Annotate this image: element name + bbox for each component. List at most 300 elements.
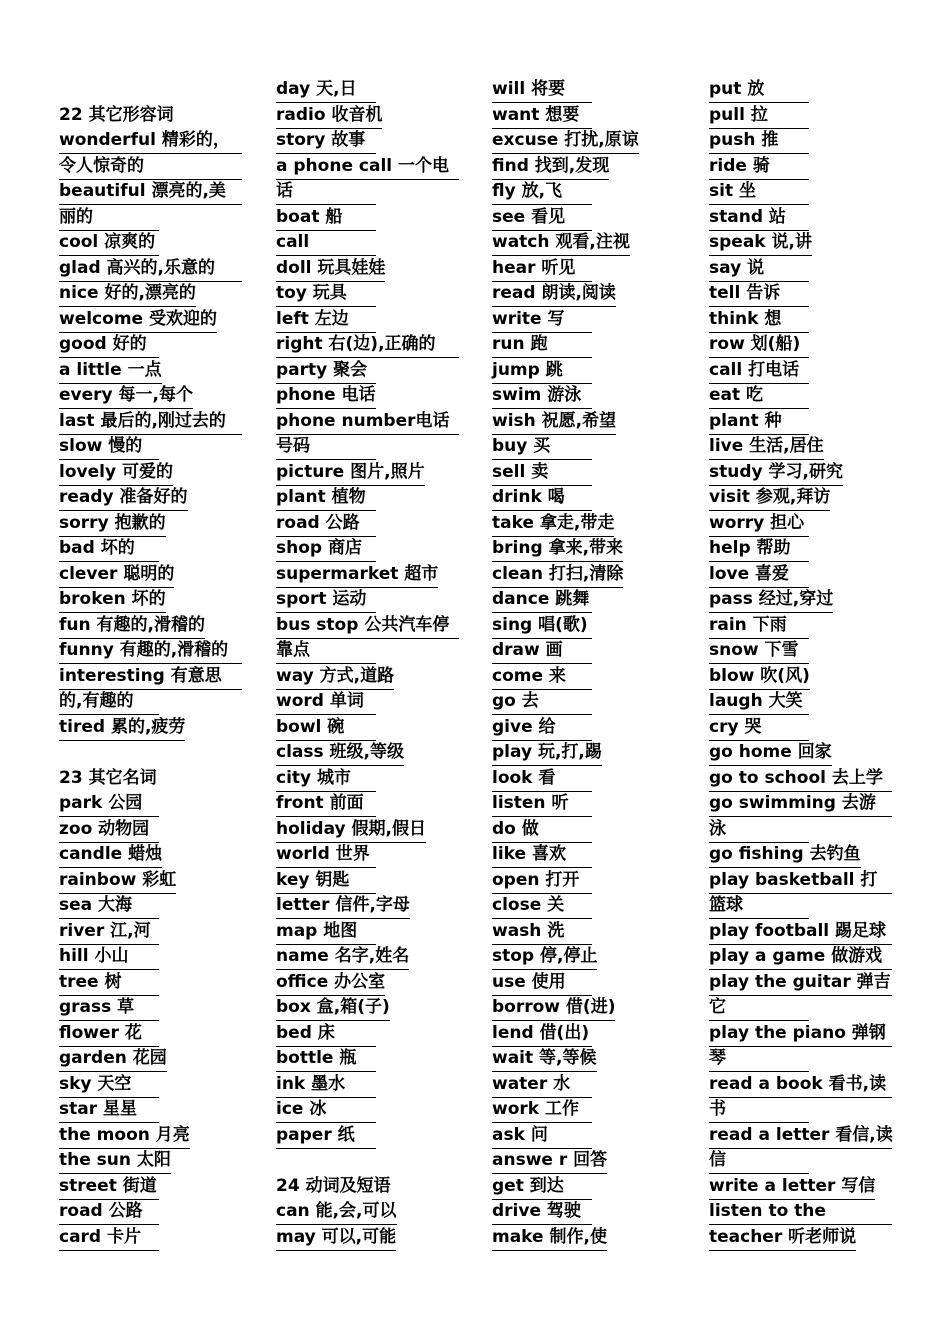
vocab-entry-text: cool 凉爽的 — [59, 230, 159, 256]
vocab-entry-text: candle 蜡烛 — [59, 842, 162, 868]
vocab-entry-text: buy 买 — [492, 434, 592, 460]
vocab-entry — [59, 332, 249, 358]
vocab-entry — [709, 358, 899, 384]
vocab-entry-text: 令人惊奇的 — [59, 154, 242, 180]
vocab-entry-text: office 办公室 — [276, 970, 385, 996]
vocab-entry — [709, 817, 899, 843]
vocab-entry-text: play a game 做游戏 — [709, 944, 892, 970]
vocab-entry — [276, 817, 466, 843]
vocab-entry-text: funny 有趣的,滑稽的 — [59, 638, 242, 664]
vocab-entry — [709, 1123, 899, 1149]
vocab-entry-text: make 制作,使 — [492, 1225, 607, 1251]
vocab-entry — [276, 332, 466, 358]
vocab-entry — [276, 1097, 466, 1123]
vocab-entry — [492, 154, 682, 180]
vocab-entry-text: road 公路 — [276, 511, 376, 537]
vocab-entry-text: snow 下雪 — [709, 638, 809, 664]
vocab-entry-text: street 街道 — [59, 1174, 159, 1200]
vocab-entry — [709, 970, 899, 996]
vocab-entry — [492, 1097, 682, 1123]
vocab-entry-text: call — [276, 230, 376, 256]
vocab-column-4 — [709, 77, 899, 1250]
vocab-entry — [492, 485, 682, 511]
vocab-entry-text: sell 卖 — [492, 460, 592, 486]
vocab-entry — [59, 893, 249, 919]
vocab-entry-text: do 做 — [492, 817, 592, 843]
vocab-entry-text: lovely 可爱的 — [59, 460, 173, 486]
vocab-entry-text: river 江,河 — [59, 919, 159, 945]
vocab-entry — [276, 893, 466, 919]
vocab-entry-text: grass 草 — [59, 995, 159, 1021]
vocab-entry-text: play football 踢足球 — [709, 919, 892, 945]
vocab-entry-text: tired 累的,疲劳 — [59, 715, 185, 741]
vocab-entry-text: a phone call 一个电 — [276, 154, 459, 180]
vocab-entry-text: phone number电话 — [276, 409, 459, 435]
vocab-entry-text: paper 纸 — [276, 1123, 376, 1149]
vocab-entry-text: hill 小山 — [59, 944, 159, 970]
vocab-entry — [492, 587, 682, 613]
vocab-entry-text: draw 画 — [492, 638, 592, 664]
vocab-entry-text: toy 玩具 — [276, 281, 376, 307]
vocab-entry-text: teacher 听老师说 — [709, 1225, 856, 1251]
vocab-entry-text: city 城市 — [276, 766, 376, 792]
vocab-entry — [709, 307, 899, 333]
vocab-entry — [709, 664, 899, 690]
vocab-entry — [59, 1021, 249, 1047]
vocab-entry — [709, 1046, 899, 1072]
vocab-entry-text: doll 玩具娃娃 — [276, 256, 385, 282]
vocab-entry — [492, 893, 682, 919]
vocab-entry — [709, 383, 899, 409]
vocab-entry — [492, 1148, 682, 1174]
vocab-entry — [59, 944, 249, 970]
vocab-entry-text: ink 墨水 — [276, 1072, 376, 1098]
vocab-entry-text: go fishing 去钓鱼 — [709, 842, 861, 868]
vocab-entry-text: watch 观看,注视 — [492, 230, 630, 256]
vocab-entry-text: beautiful 漂亮的,美 — [59, 179, 242, 205]
vocab-entry — [492, 307, 682, 333]
vocab-entry-text: wish 祝愿,希望 — [492, 409, 616, 435]
vocab-entry-text: left 左边 — [276, 307, 376, 333]
vocab-entry — [492, 638, 682, 664]
vocab-entry-text: bottle 瓶 — [276, 1046, 376, 1072]
vocab-entry — [709, 791, 899, 817]
vocab-entry-text: close 关 — [492, 893, 592, 919]
vocab-entry-text: read a letter 看信,读 — [709, 1123, 892, 1149]
vocab-entry-text: put 放 — [709, 77, 809, 103]
vocab-entry — [492, 358, 682, 384]
vocab-entry — [59, 638, 249, 664]
vocab-entry — [276, 664, 466, 690]
vocab-entry — [492, 434, 682, 460]
vocab-entry-text: visit 参观,拜访 — [709, 485, 830, 511]
vocab-entry — [276, 511, 466, 537]
vocab-entry-text: take 拿走,带走 — [492, 511, 614, 537]
vocab-entry-text: ride 骑 — [709, 154, 809, 180]
vocab-entry-text: 信 — [709, 1148, 809, 1174]
vocab-entry-text: star 星星 — [59, 1097, 159, 1123]
vocab-entry-text: key 钥匙 — [276, 868, 376, 894]
vocab-entry — [59, 587, 249, 613]
vocab-entry-text: use 使用 — [492, 970, 592, 996]
vocab-entry-text: borrow 借(进) — [492, 995, 615, 1021]
vocab-entry — [59, 128, 249, 154]
vocab-entry-text: drive 驾驶 — [492, 1199, 592, 1225]
vocab-entry — [492, 1021, 682, 1047]
vocab-entry — [59, 230, 249, 256]
vocab-entry-text: 号码 — [276, 434, 376, 460]
vocab-entry — [59, 970, 249, 996]
vocab-entry-text: go swimming 去游 — [709, 791, 892, 817]
vocab-entry — [492, 715, 682, 741]
vocab-entry-text: excuse 打扰,原谅 — [492, 128, 639, 154]
vocab-entry-text: rain 下雨 — [709, 613, 809, 639]
vocab-entry — [492, 944, 682, 970]
vocab-entry — [59, 1097, 249, 1123]
vocab-entry-text: lend 借(出) — [492, 1021, 592, 1047]
vocab-entry — [59, 562, 249, 588]
vocab-entry-text: radio 收音机 — [276, 103, 382, 129]
vocab-entry-text: get 到达 — [492, 1174, 592, 1200]
vocab-entry-text: can 能,会,可以 — [276, 1199, 397, 1225]
vocab-entry-text: flower 花 — [59, 1021, 159, 1047]
vocab-entry — [709, 485, 899, 511]
vocab-entry-text: welcome 受欢迎的 — [59, 307, 217, 333]
vocab-entry-text: speak 说,讲 — [709, 230, 812, 256]
vocab-entry-text: map 地图 — [276, 919, 376, 945]
vocab-entry — [276, 434, 466, 460]
vocab-entry-text: the sun 太阳 — [59, 1148, 171, 1174]
vocab-entry — [276, 77, 466, 103]
vocab-entry-text: push 推 — [709, 128, 809, 154]
vocab-entry — [276, 613, 466, 639]
vocab-entry-text: wash 洗 — [492, 919, 592, 945]
vocab-entry-text: sing 唱(歌) — [492, 613, 592, 639]
blank-line — [276, 1148, 466, 1174]
vocab-entry — [709, 740, 899, 766]
vocab-entry-text: plant 种 — [709, 409, 809, 435]
vocab-entry — [59, 179, 249, 205]
vocab-entry-text: 它 — [709, 995, 809, 1021]
vocab-entry-text: garden 花园 — [59, 1046, 167, 1072]
vocab-entry — [276, 638, 466, 664]
vocab-entry-text: day 天,日 — [276, 77, 376, 103]
vocab-entry-text: ready 准备好的 — [59, 485, 188, 511]
vocab-entry-text: road 公路 — [59, 1199, 159, 1225]
vocab-entry-text: front 前面 — [276, 791, 376, 817]
vocab-entry — [59, 307, 249, 333]
vocab-entry-text: jump 跳 — [492, 358, 592, 384]
vocab-entry-text: like 喜欢 — [492, 842, 592, 868]
vocab-entry-text: broken 坏的 — [59, 587, 166, 613]
vocab-entry — [492, 664, 682, 690]
vocab-entry — [59, 383, 249, 409]
vocab-entry — [709, 230, 899, 256]
vocab-entry — [276, 358, 466, 384]
vocab-entry — [276, 1225, 466, 1251]
vocab-entry-text: go to school 去上学 — [709, 766, 892, 792]
vocab-entry — [59, 1225, 249, 1251]
vocab-entry — [276, 919, 466, 945]
vocab-entry-text: 泳 — [709, 817, 809, 843]
vocab-entry — [709, 1097, 899, 1123]
vocab-entry-text: 的,有趣的 — [59, 689, 159, 715]
vocab-entry-text: worry 担心 — [709, 511, 809, 537]
vocab-entry — [492, 1072, 682, 1098]
vocab-entry — [276, 230, 466, 256]
vocab-entry-text: sky 天空 — [59, 1072, 159, 1098]
vocab-entry-text: play basketball 打 — [709, 868, 892, 894]
vocab-entry — [709, 511, 899, 537]
vocab-entry-text: write 写 — [492, 307, 592, 333]
vocab-entry-text: fun 有趣的,滑稽的 — [59, 613, 205, 639]
vocab-entry-text: shop 商店 — [276, 536, 376, 562]
vocab-entry — [276, 1123, 466, 1149]
vocab-entry-text: answe r 回答 — [492, 1148, 607, 1174]
vocab-entry — [276, 842, 466, 868]
vocab-entry-text: work 工作 — [492, 1097, 592, 1123]
vocab-entry-text: sorry 抱歉的 — [59, 511, 166, 537]
vocab-entry-text: run 跑 — [492, 332, 592, 358]
vocab-entry — [492, 791, 682, 817]
vocab-entry — [709, 434, 899, 460]
vocab-entry-text: play the guitar 弹吉 — [709, 970, 892, 996]
vocab-entry — [492, 689, 682, 715]
vocab-entry-text: bus stop 公共汽车停 — [276, 613, 459, 639]
vocab-entry — [276, 383, 466, 409]
vocab-entry-text: read a book 看书,读 — [709, 1072, 892, 1098]
vocab-entry-text: look 看 — [492, 766, 592, 792]
vocab-entry — [709, 1021, 899, 1047]
blank-line — [59, 740, 249, 766]
vocab-entry — [59, 1072, 249, 1098]
vocab-entry-text: listen 听 — [492, 791, 592, 817]
vocab-entry-text: love 喜爱 — [709, 562, 809, 588]
vocab-entry — [276, 715, 466, 741]
vocab-entry-text: zoo 动物园 — [59, 817, 159, 843]
vocab-entry-text: ice 冰 — [276, 1097, 376, 1123]
vocab-entry-text: sea 大海 — [59, 893, 159, 919]
vocab-entry-text: rainbow 彩虹 — [59, 868, 176, 894]
vocab-entry — [492, 281, 682, 307]
vocab-entry — [492, 868, 682, 894]
section-heading-text: 22 其它形容词 — [59, 104, 174, 125]
vocab-entry — [59, 1148, 249, 1174]
vocab-entry-text: tree 树 — [59, 970, 159, 996]
vocab-entry-text: world 世界 — [276, 842, 376, 868]
vocab-entry — [709, 715, 899, 741]
vocab-entry — [492, 103, 682, 129]
vocab-entry-text: ask 问 — [492, 1123, 592, 1149]
vocab-entry-text: row 划(船) — [709, 332, 809, 358]
vocab-entry — [709, 205, 899, 231]
vocab-entry — [276, 205, 466, 231]
vocab-entry-text: may 可以,可能 — [276, 1225, 396, 1251]
vocab-entry — [276, 103, 466, 129]
vocab-entry-text: write a letter 写信 — [709, 1174, 875, 1200]
vocab-entry — [59, 817, 249, 843]
vocab-entry — [492, 1123, 682, 1149]
vocab-entry — [709, 332, 899, 358]
vocab-entry — [59, 485, 249, 511]
vocab-entry-text: stand 站 — [709, 205, 809, 231]
vocab-entry — [709, 1199, 899, 1225]
vocab-entry-text: wonderful 精彩的， — [59, 128, 242, 154]
vocab-entry — [492, 1046, 682, 1072]
vocab-entry — [709, 613, 899, 639]
vocab-entry — [709, 1148, 899, 1174]
vocab-entry — [709, 919, 899, 945]
vocab-entry-text: drink 喝 — [492, 485, 592, 511]
vocab-entry — [492, 817, 682, 843]
vocab-entry — [59, 1123, 249, 1149]
vocab-entry — [709, 128, 899, 154]
vocab-entry — [492, 511, 682, 537]
vocab-entry — [276, 944, 466, 970]
vocab-entry-text: the moon 月亮 — [59, 1123, 190, 1149]
vocab-entry-text: pull 拉 — [709, 103, 809, 129]
vocab-entry — [709, 103, 899, 129]
vocab-entry-text: want 想要 — [492, 103, 592, 129]
vocab-entry-text: find 找到,发现 — [492, 154, 609, 180]
vocab-entry-text: tell 告诉 — [709, 281, 809, 307]
vocab-entry — [276, 1072, 466, 1098]
vocab-entry — [276, 1199, 466, 1225]
vocab-entry-text: 书 — [709, 1097, 809, 1123]
vocab-entry-text: park 公园 — [59, 791, 159, 817]
vocab-entry — [59, 536, 249, 562]
vocab-entry — [276, 766, 466, 792]
vocab-entry — [709, 944, 899, 970]
vocab-entry — [59, 613, 249, 639]
vocab-entry — [276, 536, 466, 562]
vocab-entry-text: say 说 — [709, 256, 809, 282]
vocab-entry — [492, 842, 682, 868]
vocab-entry — [709, 766, 899, 792]
vocab-entry — [492, 562, 682, 588]
vocab-entry-text: right 右(边),正确的 — [276, 332, 459, 358]
vocab-entry-text: good 好的 — [59, 332, 159, 358]
vocab-entry — [59, 434, 249, 460]
vocab-entry — [709, 842, 899, 868]
vocab-entry — [492, 205, 682, 231]
vocab-entry — [59, 409, 249, 435]
vocab-entry — [276, 256, 466, 282]
vocab-entry-text: last 最后的,刚过去的 — [59, 409, 242, 435]
vocab-entry-text: sit 坐 — [709, 179, 809, 205]
vocab-entry — [492, 179, 682, 205]
vocab-entry — [709, 154, 899, 180]
vocab-entry-text: card 卡片 — [59, 1225, 159, 1251]
vocab-entry — [709, 536, 899, 562]
vocab-entry — [276, 485, 466, 511]
vocab-entry-text: 琴 — [709, 1046, 809, 1072]
vocab-entry-text: help 帮助 — [709, 536, 809, 562]
vocab-entry-text: study 学习,研究 — [709, 460, 843, 486]
vocab-entry — [276, 791, 466, 817]
vocab-entry-text: listen to the — [709, 1199, 892, 1225]
vocab-entry — [492, 1225, 682, 1251]
vocab-entry — [709, 77, 899, 103]
section-heading-text: 24 动词及短语 — [276, 1175, 391, 1196]
vocab-entry — [59, 1199, 249, 1225]
vocab-entry — [492, 383, 682, 409]
vocab-entry — [276, 281, 466, 307]
vocab-entry — [492, 1199, 682, 1225]
vocab-entry-text: will 将要 — [492, 77, 592, 103]
section-heading-text: 23 其它名词 — [59, 767, 157, 788]
vocab-entry — [492, 77, 682, 103]
vocab-entry-text: phone 电话 — [276, 383, 376, 409]
vocab-entry — [59, 256, 249, 282]
vocab-entry — [492, 409, 682, 435]
vocab-entry-text: stop 停,停止 — [492, 944, 597, 970]
vocab-entry-text: holiday 假期,假日 — [276, 817, 426, 843]
vocab-entry — [492, 766, 682, 792]
vocab-entry-text: letter 信件,字母 — [276, 893, 410, 919]
vocab-entry-text: 话 — [276, 179, 376, 205]
vocab-entry — [59, 1046, 249, 1072]
vocab-entry — [709, 995, 899, 1021]
vocab-entry — [492, 332, 682, 358]
vocab-entry — [709, 587, 899, 613]
vocab-entry — [59, 995, 249, 1021]
vocab-entry-text: class 班级,等级 — [276, 740, 404, 766]
vocab-entry — [709, 460, 899, 486]
vocab-entry — [59, 664, 249, 690]
vocab-entry-text: water 水 — [492, 1072, 592, 1098]
vocab-entry-text: a little 一点 — [59, 358, 162, 384]
section-heading — [59, 766, 249, 792]
vocab-entry-text: story 故事 — [276, 128, 376, 154]
vocab-entry — [709, 409, 899, 435]
vocab-entry — [492, 256, 682, 282]
vocab-entry — [492, 740, 682, 766]
vocab-column-1 — [59, 77, 249, 1250]
vocab-entry-text: nice 好的,漂亮的 — [59, 281, 196, 307]
vocab-entry — [59, 205, 249, 231]
vocab-entry-text: go home 回家 — [709, 740, 832, 766]
vocab-entry-text: boat 船 — [276, 205, 376, 231]
vocab-entry — [276, 307, 466, 333]
vocab-entry-text: way 方式,道路 — [276, 664, 394, 690]
vocab-entry-text: clean 打扫,清除 — [492, 562, 623, 588]
vocab-entry — [709, 256, 899, 282]
vocab-entry — [59, 715, 249, 741]
vocab-entry-text: 篮球 — [709, 893, 809, 919]
vocab-entry-text: glad 高兴的,乐意的 — [59, 256, 242, 282]
vocab-entry — [709, 868, 899, 894]
section-heading — [59, 103, 249, 129]
vocab-entry — [276, 1046, 466, 1072]
vocab-entry-text: hear 听见 — [492, 256, 592, 282]
vocab-entry — [709, 893, 899, 919]
vocab-entry — [276, 179, 466, 205]
vocab-entry — [276, 868, 466, 894]
vocab-entry-text: 丽的 — [59, 205, 159, 231]
vocab-entry-text: call 打电话 — [709, 358, 809, 384]
vocab-entry — [59, 791, 249, 817]
vocab-entry — [709, 562, 899, 588]
vocab-entry — [276, 1021, 466, 1047]
vocab-entry-text: open 打开 — [492, 868, 592, 894]
vocab-entry — [492, 970, 682, 996]
vocab-entry — [492, 613, 682, 639]
vocab-entry — [276, 740, 466, 766]
vocab-entry-text: dance 跳舞 — [492, 587, 592, 613]
vocab-entry — [276, 562, 466, 588]
vocab-entry-text: laugh 大笑 — [709, 689, 809, 715]
